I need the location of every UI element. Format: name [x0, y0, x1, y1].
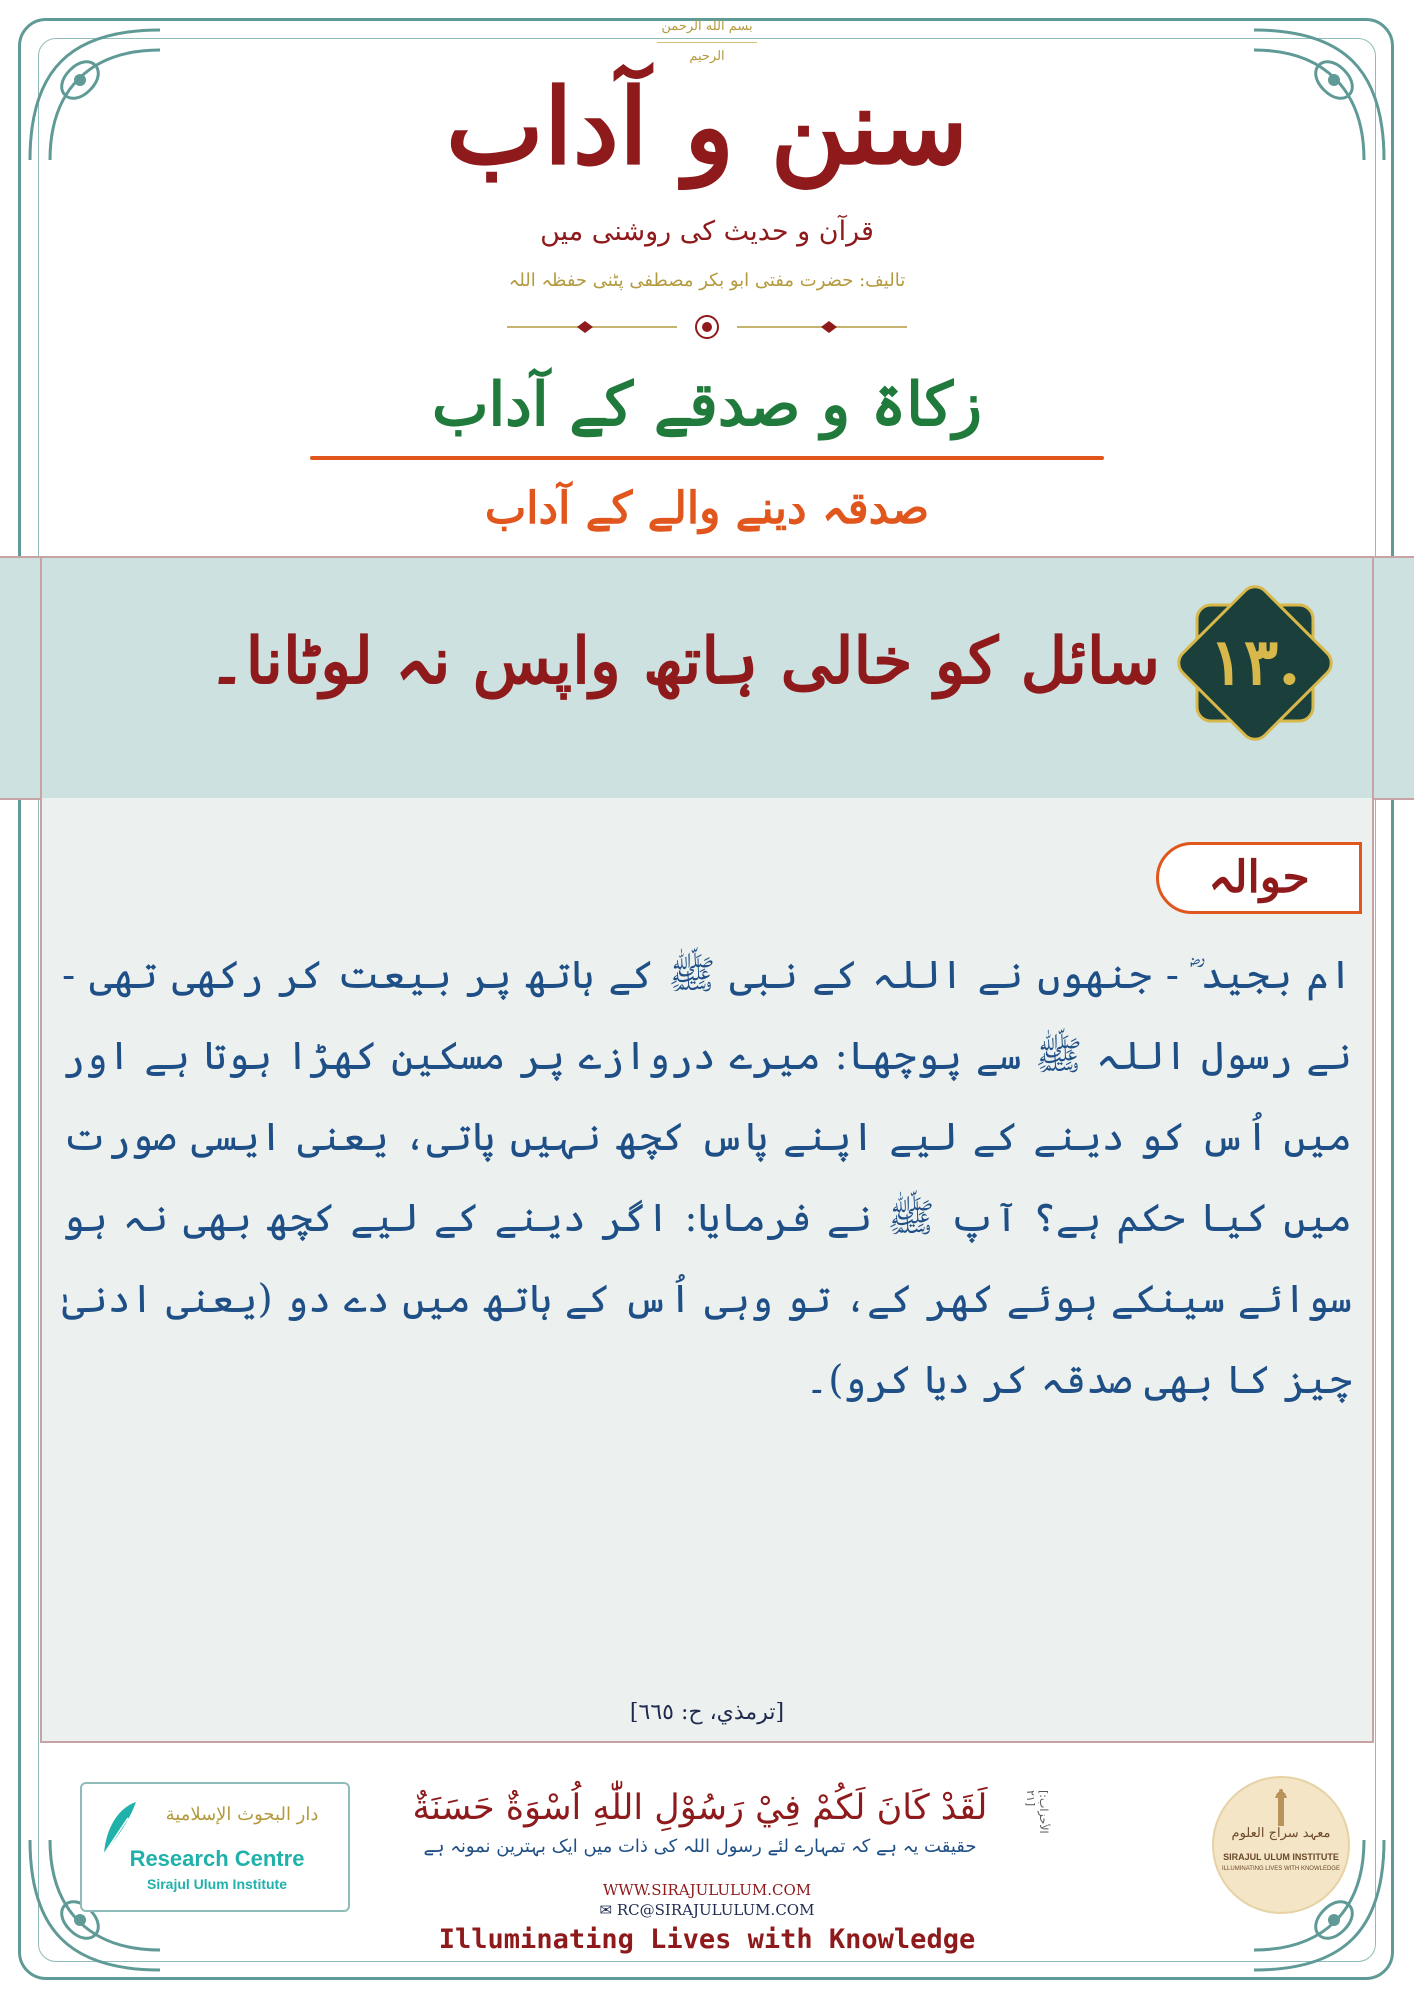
mosque-icon	[1264, 1788, 1298, 1828]
reference-tab-label: حوالہ	[1208, 852, 1310, 903]
section-title: زکاۃ و صدقے کے آداب	[431, 370, 983, 440]
research-centre-logo	[80, 1782, 350, 1912]
tagline: Illuminating Lives with Knowledge	[438, 1924, 976, 1955]
sub-section-title: صدقہ دینے والے کے آداب	[484, 483, 930, 534]
email-link[interactable]: ✉ RC@SIRAJULULUM.COM	[599, 1901, 815, 1919]
research-centre-arabic: دار البحوث الإسلامية	[165, 1804, 319, 1825]
hadith-text: ام بجید ؓ - جنھوں نے اللہ کے نبی ﷺ کے ہاتھ پر بیعت کر رکھی تھی - نے رسول اللہ ﷺ سے پوچھا: میرے دروازے پر مسکین کھڑا ہوتا ہے اور میں اُس کو دینے کے لیے اپنے پاس کچھ نہیں پاتی، یعنی ایسی صورت میں کیا حکم ہے؟ آپ ﷺ نے فرمایا: اگر دینے کے لیے کچھ بھی نہ ہو سوائے سینکے ہوئے کھر کے، تو وہی اُس کے ہاتھ میں دے دو (یعنی ادنیٰ چیز کا بھی صدقہ کر دیا کرو)۔	[62, 953, 1352, 1403]
research-centre-institute: Sirajul Ulum Institute	[146, 1876, 287, 1892]
citation: [ترمذي، ح: ٦٦٥]	[629, 1700, 785, 1725]
main-title: سنن و آداب	[445, 65, 969, 188]
corner-ornament-top-left	[10, 10, 180, 180]
sirajul-ulum-logo	[1212, 1776, 1350, 1914]
institute-arabic-name: معہد سراج العلوم	[1231, 1826, 1331, 1841]
institute-english-name: SIRAJUL ULUM INSTITUTE	[1223, 1852, 1339, 1862]
quran-verse: لَقَدْ كَانَ لَكُمْ فِيْ رَسُوْلِ اللّٰهِ اُسْوَةٌ حَسَنَةٌ	[412, 1788, 988, 1828]
bismillah-calligraphy: بسم الله الرحمن الرحيم	[657, 12, 757, 43]
institute-tagline: ILLUMINATING LIVES WITH KNOWLEDGE	[1222, 1866, 1340, 1872]
website-link[interactable]: WWW.SIRAJULULUM.COM	[602, 1881, 812, 1899]
verse-translation: حقیقت یہ ہے کہ تمہارے لئے رسول اللہ کی ذات میں ایک بہترین نمونہ ہے	[423, 1836, 977, 1857]
divider-ornament	[497, 312, 917, 342]
subtitle: قرآن و حدیث کی روشنی میں	[540, 216, 874, 247]
item-heading: سائل کو خالی ہاتھ واپس نہ لوٹانا۔	[208, 624, 1160, 699]
research-centre-name: Research Centre	[129, 1846, 305, 1871]
author-line: تالیف: حضرت مفتی ابو بکر مصطفی پٹنی حفظہ اللہ	[508, 270, 906, 291]
item-number: ۱۳.	[1209, 625, 1301, 700]
verse-reference: [الأحزاب: ٢١]	[1024, 1790, 1050, 1834]
corner-ornament-top-right	[1234, 10, 1404, 180]
section-title-underline	[310, 447, 1104, 455]
